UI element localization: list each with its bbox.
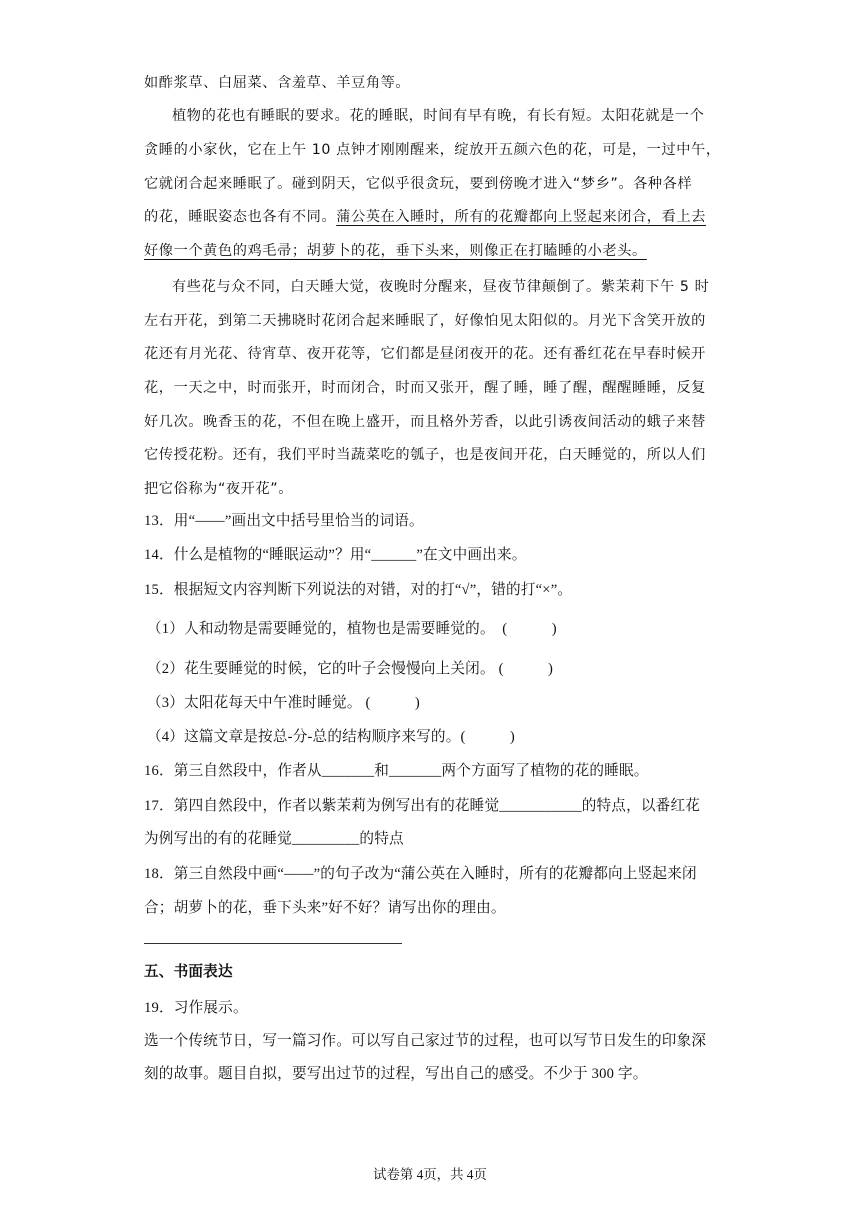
question-13: 13．用“——”画出文中括号里恰当的词语。 <box>144 513 424 529</box>
passage-line: 它就闭合起来睡眠了。碰到阴天，它似乎很贪玩，要到傍晚才进入“梦乡”。各种各样 <box>144 176 693 192</box>
essay-prompt-line-2: 刻的故事。题目自拟，要写出过节的过程，写出自己的感受。不少于 300 字。 <box>144 1066 648 1082</box>
passage-line <box>144 241 724 261</box>
underlined-sentence: 蒲公英在入睡时，所有的花瓣都向上竖起来闭合，看上去 <box>336 209 706 225</box>
passage-line: 左右开花，到第二天拂晓时花闭合起来睡眠了，好像怕见太阳似的。月光下含笑开放的 <box>144 313 706 329</box>
question-15-item-2: （2）花生要睡觉的时候，它的叶子会慢慢向上关闭。 ( ) <box>147 661 554 677</box>
question-17-line-2: 为例写出的有的花睡觉_________的特点 <box>144 831 404 847</box>
passage-text: 的花，睡眠姿态也各有不同。 <box>144 209 337 225</box>
passage-line: 好几次。晚香玉的花，不但在晚上盛开，而且格外芳香，以此引诱夜间活动的蛾子来替 <box>144 414 706 430</box>
question-19: 19．习作展示。 <box>144 1000 248 1016</box>
page-footer: 试卷第 4页，共 4页 <box>373 1167 487 1182</box>
question-15: 15．根据短文内容判断下列说法的对错，对的打“√”，错的打“×”。 <box>144 582 573 598</box>
essay-prompt-line-1: 选一个传统节日，写一篇习作。可以写自己家过节的过程，也可以写节日发生的印象深 <box>144 1033 707 1049</box>
question-15-item-3: （3）太阳花每天中午准时睡觉。 ( ) <box>147 695 420 711</box>
question-16: 16．第三自然段中，作者从_______和_______两个方面写了植物的花的睡眠。 <box>144 763 649 779</box>
passage-line: 贪睡的小家伙，它在上午 10 点钟才刚刚醒来，绽放开五颜六色的花，可是，一过中午， <box>144 142 721 158</box>
passage-line: 植物的花也有睡眠的要求。花的睡眠，时间有早有晚，有长有短。太阳花就是一个 <box>172 108 705 124</box>
section-heading: 五、书面表达 <box>144 964 233 980</box>
passage-line: 花还有月光花、待宵草、夜开花等，它们都是昼闭夜开的花。还有番红花在早春时候开 <box>144 346 706 362</box>
question-17-line-1: 17．第四自然段中，作者以紫茉莉为例写出有的花睡觉___________的特点，以番红花 <box>144 798 701 814</box>
question-15-item-4: （4）这篇文章是按总-分-总的结构顺序来写的。( ) <box>147 729 515 745</box>
underlined-sentence: 好像一个黄色的鸡毛帚；胡萝卜的花，垂下头来，则像正在打瞌睡的小老头。 <box>144 243 647 259</box>
passage-line: 它传授花粉。还有，我们平时当蔬菜吃的瓠子，也是夜间开花，白天睡觉的，所以人们 <box>144 447 706 463</box>
question-14: 14．什么是植物的“睡眠运动”？用“______”在文中画出来。 <box>144 547 527 563</box>
question-18-line-1: 18．第三自然段中画“——”的句子改为“蒲公英在入睡时，所有的花瓣都向上竖起来闭 <box>144 866 697 882</box>
passage-line: 如酢浆草、白屈菜、含羞草、羊豆角等。 <box>144 75 411 91</box>
question-18-line-2: 合；胡萝卜的花，垂下头来”好不好？请写出你的理由。 <box>144 900 506 916</box>
passage-line: 把它俗称为“夜开花”。 <box>144 481 293 497</box>
passage-line: 有些花与众不同，白天睡大觉，夜晚时分醒来，昼夜节律颠倒了。紫茉莉下午 5 时 <box>172 279 710 295</box>
question-15-item-1: （1）人和动物是需要睡觉的，植物也是需要睡觉的。 ( ) <box>147 621 557 637</box>
answer-line <box>144 943 402 944</box>
passage-line: 花，一天之中，时而张开，时而闭合，时而又张开，醒了睡，睡了醒，醒醒睡睡，反复 <box>144 380 706 396</box>
passage-line <box>144 207 724 227</box>
